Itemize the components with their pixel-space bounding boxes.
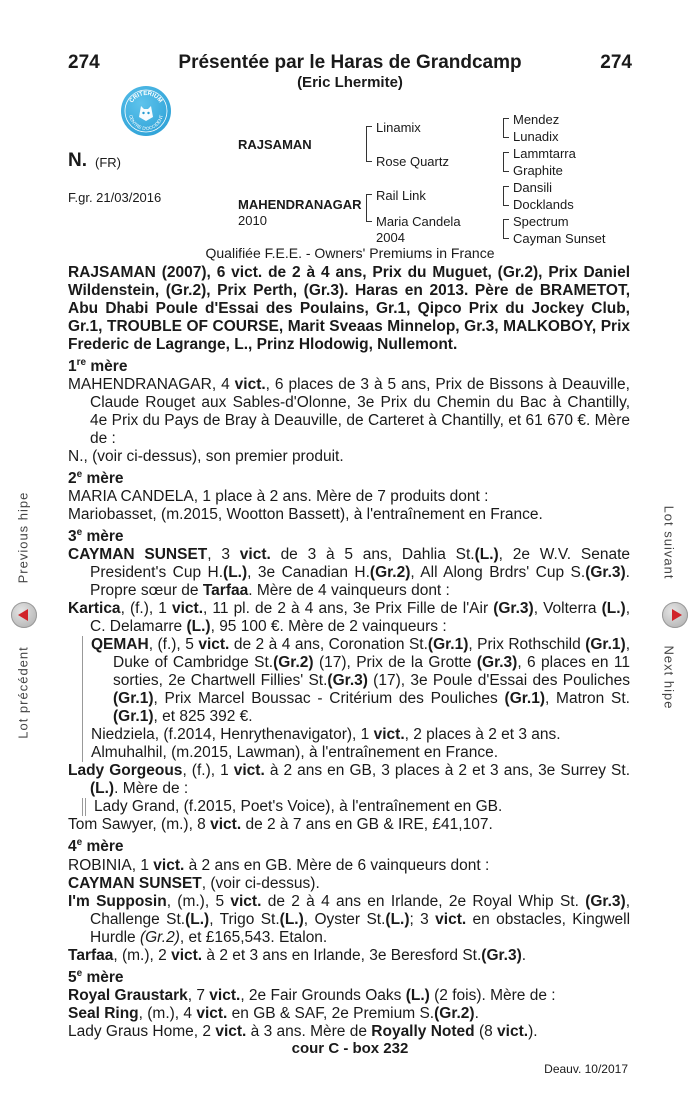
pedigree-sire: RAJSAMAN — [238, 137, 312, 152]
dam-entry: MAHENDRANAGAR, 4 vict., 6 places de 3 à 5 ans, Prix de Bissons à Deauville, Claude Rouget aux Sables-d'Olonne, 3e Prix du Chemin du Bac à Chantilly, 4e Prix du Pays de Bray à Deauville, de Carteret à Chantilly, et 61 670 €. Mère de : — [68, 376, 630, 448]
produce-entry: Lady Gorgeous, (f.), 1 vict. à 2 ans en GB, 3 places à 2 et 3 ans, 3e Surrey St.(L.). Mère de : — [68, 762, 631, 798]
pedigree-g3-3: Lammtarra — [513, 146, 576, 161]
third-dam-entry: CAYMAN SUNSET, 3 vict. de 3 à 5 ans, Dahlia St.(L.), 2e W.V. Senate President's Cup H.(L.), 3e Canadian H.(Gr.2), All Along Brdrs' Cup S.(Gr.3). Propre sœur de Tarfaa. Mère de 4 vainqueurs dont : — [68, 546, 630, 600]
pedigree-bracket-sire — [366, 126, 372, 162]
produce-entry: N., (voir ci-dessus), son premier produit. — [68, 448, 344, 466]
horse-birth-info: F.gr. 21/03/2016 — [68, 190, 162, 205]
arrow-left-icon — [18, 609, 28, 621]
pedigree-dam-dam-year: 2004 — [376, 230, 405, 245]
produce-entry: QEMAH, (f.), 5 vict. de 2 à 4 ans, Coronation St.(Gr.1), Prix Rothschild (Gr.1), Duke of Cambridge St.(Gr.2) (17), Prix de la Grotte (Gr.3), 6 places en 11 sorties, 2e Chartwell Fillies' St.(Gr.3) (17), 3e Poule d'Essai des Pouliches (Gr.1), Prix Marcel Boussac - Critérium des Pouliches (Gr.1), Matron St.(Gr.1), et 825 392 €. — [91, 636, 631, 726]
badge-text-top: CRITERIUM — [128, 90, 164, 105]
pedigree-g3-8: Cayman Sunset — [513, 231, 606, 246]
produce-entry: Almuhalhil, (m.2015, Lawman), à l'entraînement en France. — [91, 744, 499, 762]
next-lot-button[interactable] — [662, 602, 688, 628]
pedigree-g3-5: Dansili — [513, 180, 553, 195]
produce-group-inner — [85, 798, 630, 816]
section-heading-4: 4e mère — [68, 837, 124, 856]
catalogue-body — [68, 264, 630, 1041]
produce-entry: Kartica, (f.), 1 vict., 11 pl. de 2 à 4 ans, 3e Prix Fille de l'Air (Gr.3), Volterra (L.), C. Delamarre (L.), 95 100 €. Mère de 2 vainqueurs : — [68, 600, 630, 636]
produce-entry: Mariobasset, (m.2015, Wootton Bassett), à l'entraînement en France. — [68, 506, 543, 524]
produce-group — [82, 636, 630, 762]
previous-hint-label[interactable]: Previous hipe — [15, 491, 31, 584]
lot-number-left: 274 — [68, 52, 100, 73]
pedigree-g3-1: Mendez — [513, 112, 560, 127]
page-title: Présentée par le Haras de Grandcamp — [178, 52, 522, 73]
criterium-badge-logo — [121, 86, 171, 136]
next-lot-label[interactable]: Lot suivant — [661, 505, 677, 580]
pedigree-dam-sire: Rail Link — [376, 188, 426, 203]
pedigree-bracket-g3-3 — [503, 186, 509, 206]
arrow-right-icon — [672, 609, 682, 621]
location-footer: cour C - box 232 — [291, 1040, 409, 1057]
sire-description: RAJSAMAN (2007), 6 vict. de 2 à 4 ans, Prix du Muguet, (Gr.2), Prix Daniel Wildenstein, (Gr.2), Prix Perth, (Gr.3). Haras en 2013. Père de BRAMETOT, Abu Dhabi Poule d'Essai des Poulains, Gr.1, Qipco Prix du Jockey Club, Gr.1, TROUBLE OF COURSE, Marit Sveaas Minnelop, Gr.3, MALKOBOY, Prix Frederic de Lagrange, L., Prinz Hlodowig, Nullemont. — [68, 264, 630, 353]
second-dam-entry: MARIA CANDELA, 1 place à 2 ans. Mère de 7 produits dont : — [68, 488, 489, 506]
produce-entry: Seal Ring, (m.), 4 vict. en GB & SAF, 2e Premium S.(Gr.2). — [68, 1004, 479, 1022]
pedigree-g3-7: Spectrum — [513, 214, 569, 229]
pedigree-sire-sire: Linamix — [376, 120, 421, 135]
qualification-note: Qualifiée F.E.E. - Owners' Premiums in France — [205, 245, 495, 261]
pedigree-g3-6: Docklands — [513, 197, 574, 212]
pedigree-sire-dam: Rose Quartz — [376, 154, 449, 169]
lot-number-right: 274 — [600, 52, 632, 73]
horse-name: N. — [68, 150, 87, 171]
produce-entry: Lady Grand, (f.2015, Poet's Voice), à l'entraînement en GB. — [94, 798, 503, 816]
page-subtitle: (Eric Lhermite) — [297, 74, 403, 91]
produce-entry: I'm Supposin, (m.), 5 vict. de 2 à 4 ans en Irlande, 2e Royal Whip St. (Gr.3), Challenge St.(L.), Trigo St.(L.), Oyster St.(L.); 3 vict. en obstacles, Kingwell Hurdle (Gr.2), et £165,543. Etalon. — [68, 892, 631, 946]
pedigree-g3-4: Graphite — [513, 163, 563, 178]
section-heading-2: 2e mère — [68, 469, 124, 488]
produce-entry: CAYMAN SUNSET, (voir ci-dessus). — [68, 874, 320, 892]
fifth-dam-entry: Royal Graustark, 7 vict., 2e Fair Grounds Oaks (L.) (2 fois). Mère de : — [68, 986, 556, 1004]
produce-entry: Lady Graus Home, 2 vict. à 3 ans. Mère de Royally Noted (8 vict.). — [68, 1022, 538, 1040]
svg-text:CRITERIUM — [129, 91, 163, 104]
section-heading-1: 1re mère — [68, 357, 128, 376]
pedigree-dam-year: 2010 — [238, 213, 267, 228]
pedigree-bracket-dam — [366, 194, 372, 222]
fourth-dam-entry: ROBINIA, 1 vict. à 2 ans en GB. Mère de 6 vainqueurs dont : — [68, 856, 490, 874]
section-heading-3: 3e mère — [68, 527, 124, 546]
next-hint-label[interactable]: Next hipe — [661, 645, 677, 710]
previous-lot-button[interactable] — [11, 602, 37, 628]
pedigree-bracket-g3-1 — [503, 118, 509, 138]
produce-entry: Niedziela, (f.2014, Henrythenavigator), 1 vict., 2 places à 2 et 3 ans. — [91, 726, 561, 744]
section-heading-5: 5e mère — [68, 967, 124, 986]
pedigree-bracket-g3-4 — [503, 219, 509, 239]
horse-origin: (FR) — [95, 155, 121, 170]
pedigree-bracket-g3-2 — [503, 152, 509, 172]
produce-entry: Tom Sawyer, (m.), 8 vict. de 2 à 7 ans en GB & IRE, £41,107. — [68, 816, 493, 834]
pedigree-g3-2: Lunadix — [513, 129, 559, 144]
sale-reference: Deauv. 10/2017 — [544, 1062, 628, 1076]
pedigree-dam: MAHENDRANAGAR — [238, 197, 362, 212]
pedigree-dam-dam: Maria Candela — [376, 214, 461, 229]
produce-entry: Tarfaa, (m.), 2 vict. à 2 et 3 ans en Irlande, 3e Beresford St.(Gr.3). — [68, 946, 527, 964]
previous-lot-label[interactable]: Lot précédent — [15, 646, 31, 739]
produce-group — [82, 798, 630, 816]
badge-text-bottom: CENTRE D'OCCIDENT — [128, 114, 164, 132]
